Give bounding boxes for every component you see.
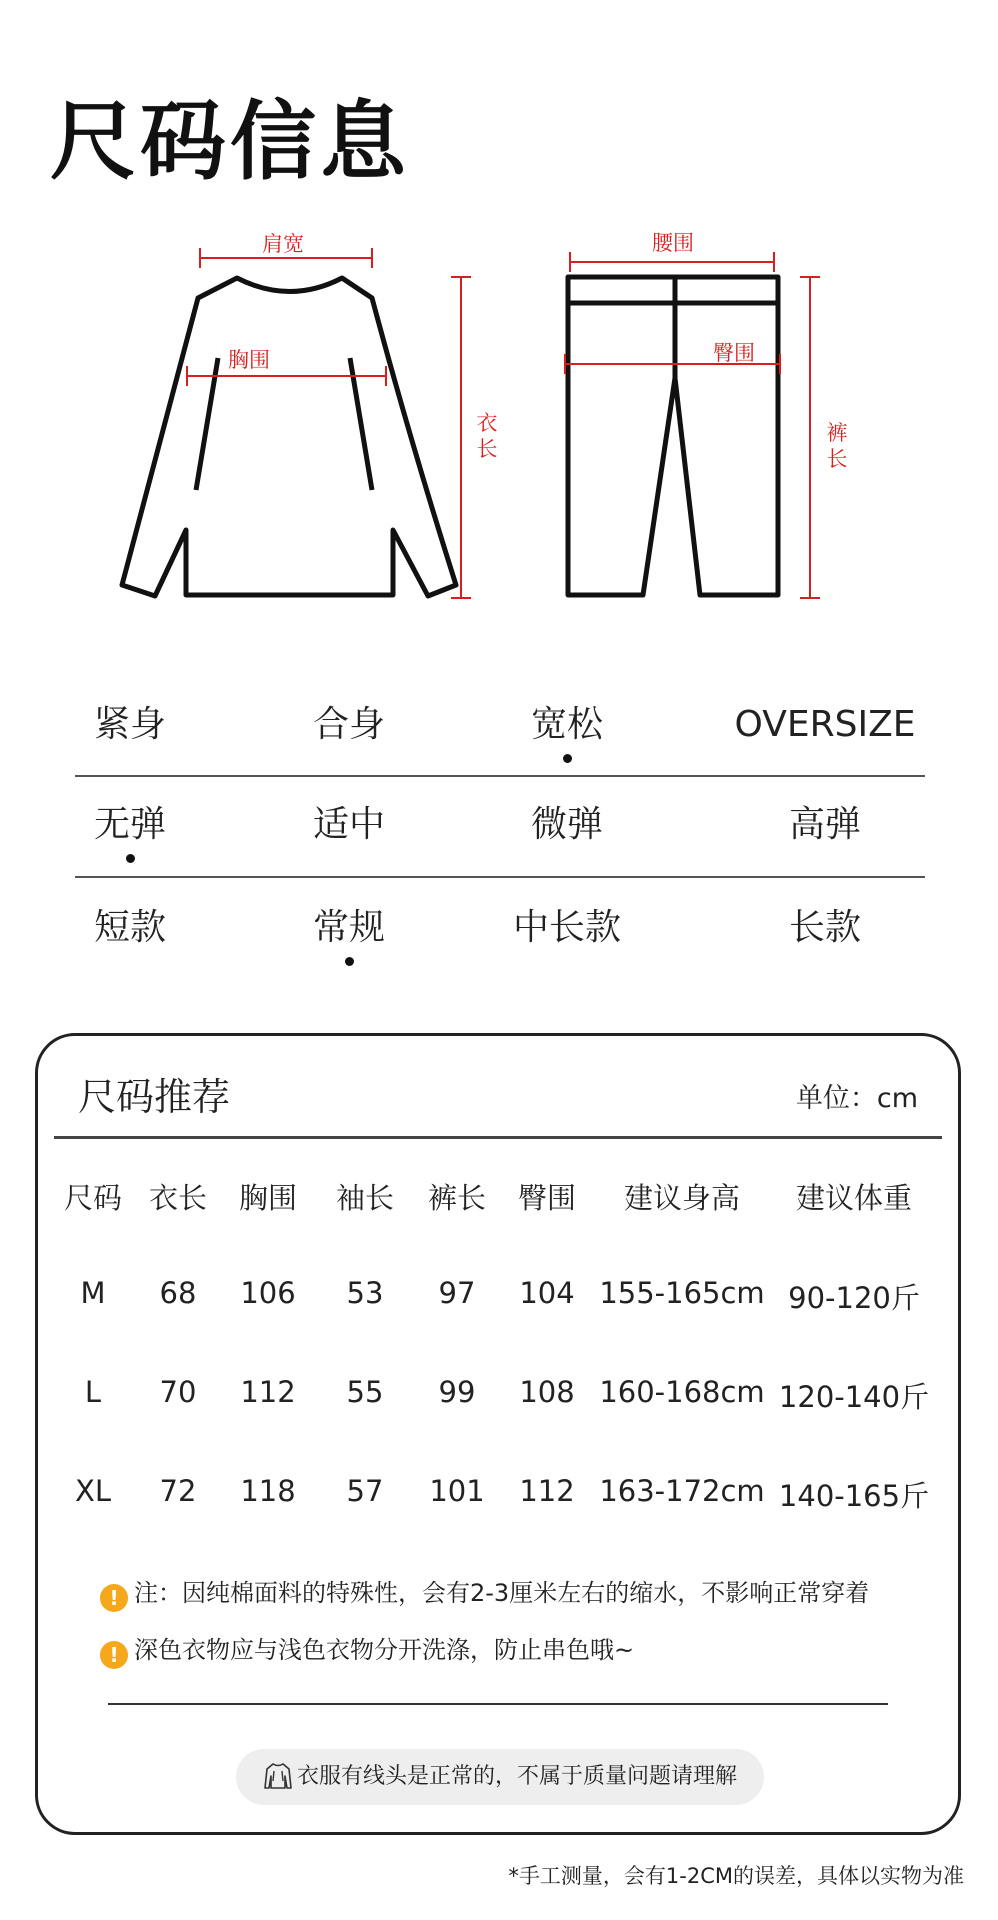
fit-row-style: [75, 700, 925, 800]
table-cell: 53: [346, 1276, 384, 1310]
fit-row-elasticity: [75, 800, 925, 900]
fit-option: 微弹: [530, 804, 603, 845]
selected-dot: [563, 754, 572, 763]
table-cell: 112: [519, 1474, 575, 1508]
warning-circle-icon: !: [100, 1584, 128, 1612]
fit-option: 合身: [312, 704, 385, 745]
fit-option: 中长款: [512, 907, 621, 948]
table-cell: 99: [438, 1375, 476, 1409]
table-header: 臀围: [517, 1181, 577, 1215]
table-cell: 120-140斤: [778, 1380, 930, 1414]
waist-label: 腰围: [652, 231, 694, 255]
note-shrinkage: ! 注：因纯棉面料的特殊性，会有2-3厘米左右的缩水，不影响正常穿着: [100, 1573, 869, 1612]
shoulder-width-label: 肩宽: [262, 232, 304, 256]
fit-option: OVERSIZE: [734, 704, 916, 745]
table-header: 裤长: [427, 1181, 487, 1215]
table-cell: 108: [519, 1375, 575, 1409]
table-cell: 104: [519, 1276, 575, 1310]
page-title: 尺码信息: [50, 92, 410, 192]
table-header: 尺码: [63, 1181, 123, 1215]
table-cell: 57: [346, 1474, 384, 1508]
fit-option: 长款: [788, 907, 861, 948]
table-cell: XL: [74, 1474, 112, 1508]
table-header: 胸围: [238, 1181, 298, 1215]
table-cell: L: [84, 1375, 102, 1409]
table-cell: 70: [159, 1375, 197, 1409]
shirt-diagram: [122, 278, 456, 596]
table-cell: M: [80, 1276, 106, 1310]
fit-option: 短款: [93, 907, 166, 948]
note-washing: ! 深色衣物应与浅色衣物分开洗涤，防止串色哦~: [100, 1630, 634, 1669]
fit-option: 常规: [249, 903, 449, 966]
table-cell: 106: [240, 1276, 296, 1310]
pants-diagram: [568, 277, 778, 595]
size-table: [38, 1036, 964, 1636]
size-diagram: [0, 0, 998, 620]
divider: [75, 775, 925, 777]
footnote: *手工测量，会有1-2CM的误差，具体以实物为准: [508, 1864, 964, 1888]
shirt-measure-lines: [187, 248, 471, 598]
table-cell: 155-165cm: [599, 1276, 765, 1310]
table-cell: 90-120斤: [788, 1281, 920, 1315]
shirt-outline-icon: [263, 1761, 293, 1791]
table-cell: 112: [240, 1375, 296, 1409]
fit-option: 紧身: [93, 704, 166, 745]
length-label: 衣长: [476, 411, 498, 461]
fit-option: 高弹: [788, 804, 861, 845]
fit-option: 宽松: [467, 700, 667, 763]
warning-circle-icon: !: [100, 1641, 128, 1669]
hip-label: 臀围: [713, 341, 755, 365]
fit-row-length: [75, 903, 925, 1003]
table-cell: 55: [346, 1375, 384, 1409]
table-cell: 101: [429, 1474, 485, 1508]
table-cell: 72: [159, 1474, 197, 1508]
table-cell: 163-172cm: [599, 1474, 765, 1508]
size-recommendation-card: [35, 1033, 961, 1835]
pant-length-label: 裤长: [826, 421, 848, 471]
selected-dot: [126, 854, 135, 863]
chest-label: 胸围: [228, 348, 270, 372]
card-title: 尺码推荐: [78, 1075, 231, 1119]
fit-option: 适中: [312, 804, 385, 845]
thread-notice-pill: 衣服有线头是正常的，不属于质量问题请理解: [236, 1749, 764, 1805]
table-header: 袖长: [335, 1181, 395, 1215]
divider: [75, 876, 925, 878]
table-cell: 118: [240, 1474, 296, 1508]
table-header: 建议体重: [795, 1181, 913, 1215]
table-header: 建议身高: [623, 1181, 741, 1215]
divider: [108, 1703, 888, 1705]
selected-dot: [345, 957, 354, 966]
unit-label: 单位：cm: [795, 1083, 918, 1114]
table-cell: 97: [438, 1276, 476, 1310]
table-cell: 140-165斤: [778, 1479, 930, 1513]
table-header: 衣长: [148, 1181, 208, 1215]
fit-option: 无弹: [30, 800, 230, 863]
table-cell: 160-168cm: [599, 1375, 765, 1409]
table-cell: 68: [159, 1276, 197, 1310]
